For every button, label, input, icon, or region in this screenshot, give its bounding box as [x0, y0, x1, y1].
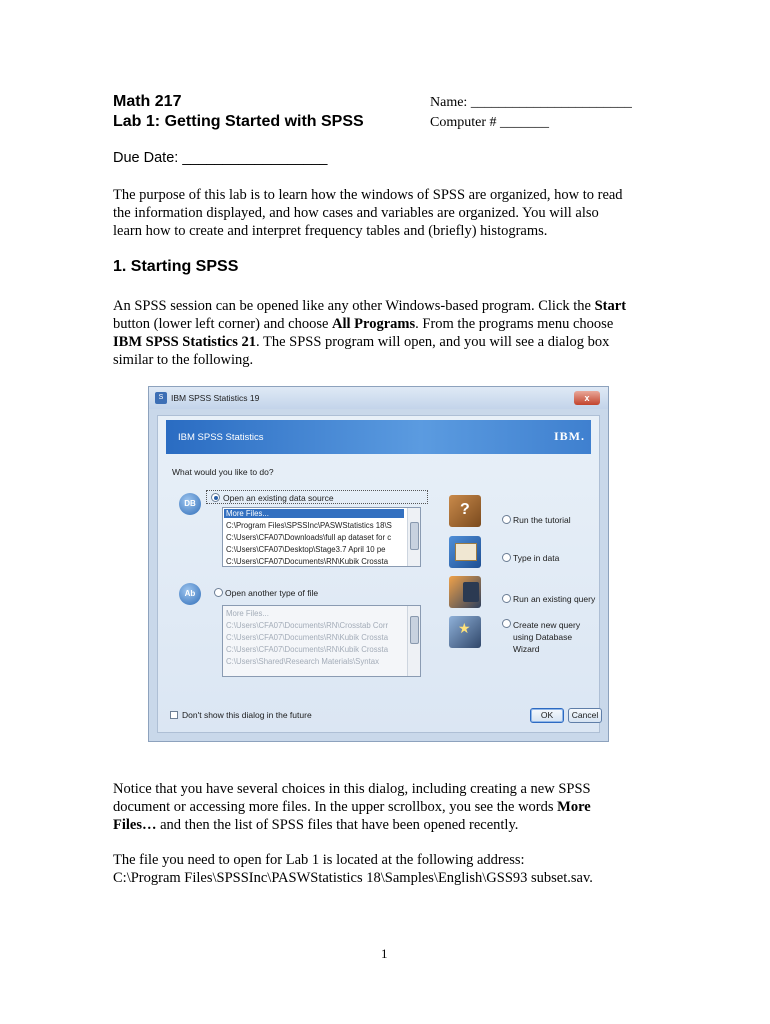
type-in-data-label: Type in data: [513, 553, 560, 563]
course-title: Math 217: [113, 93, 182, 110]
name-field-label: Name: _______________________: [430, 95, 632, 110]
banner: [166, 420, 591, 454]
file-location-paragraph: [113, 851, 673, 887]
text-run: and then the list of SPSS files that have been opened recently.: [156, 817, 519, 833]
type-in-data-radio[interactable]: [502, 553, 511, 562]
bold-term: All Programs: [332, 316, 416, 332]
list-item[interactable]: C:\Users\CFA07\Documents\RN\Kubik Crossta: [226, 645, 389, 654]
computer-field-label: Computer # _______: [430, 115, 549, 130]
list-item[interactable]: C:\Users\CFA07\Desktop\Stage3.7 April 10 pe: [226, 545, 386, 554]
text-run: An SPSS session can be opened like any other Windows-based program. Click the: [113, 298, 595, 314]
tutorial-icon: [449, 495, 481, 527]
file-path: C:\Program Files\SPSSInc\PASWStatistics 18\Samples\English\GSS93 subset.sav.: [113, 870, 593, 886]
bold-term: Files…: [113, 817, 157, 833]
intro-line: The purpose of this lab is to learn how the windows of SPSS are organized, how to read: [113, 187, 623, 203]
monitor-glyph: [463, 582, 479, 602]
list-scrollbar[interactable]: [407, 606, 420, 676]
dialog-question: What would you like to do?: [172, 467, 274, 477]
list-item[interactable]: C:\Users\CFA07\Downloads\full ap dataset for c: [226, 533, 392, 542]
open-existing-radio[interactable]: [211, 493, 220, 502]
open-file-icon: Ab: [179, 583, 201, 605]
lab-title: Lab 1: Getting Started with SPSS: [113, 113, 364, 130]
cancel-button[interactable]: Cancel: [568, 708, 602, 723]
dont-show-label: Don't show this dialog in the future: [182, 710, 312, 720]
ok-button[interactable]: OK: [530, 708, 564, 723]
open-other-radio[interactable]: [214, 588, 223, 597]
open-data-icon: DB: [179, 493, 201, 515]
run-query-label: Run an existing query: [513, 594, 596, 604]
open-existing-label: Open an existing data source: [223, 493, 334, 503]
text-run: . From the programs menu choose: [415, 316, 614, 332]
dialog-title: IBM SPSS Statistics 19: [171, 393, 260, 403]
close-button[interactable]: x: [574, 391, 600, 405]
bold-term: Start: [594, 298, 627, 314]
text-run: document or accessing more files. In the upper scrollbox, you see the words: [113, 799, 558, 815]
dialog-body: [157, 415, 600, 733]
text-run: button (lower left corner) and choose: [113, 316, 333, 332]
due-date-label: Due Date: __________________: [113, 150, 328, 166]
scrollbar-thumb[interactable]: [410, 616, 419, 644]
run-query-radio[interactable]: [502, 594, 511, 603]
list-item[interactable]: C:\Program Files\SPSSInc\PASWStatistics 18\S: [226, 521, 392, 530]
intro-line: the information displayed, and how cases and variables are organized. You will also: [113, 205, 599, 221]
banner-title: IBM SPSS Statistics: [178, 432, 264, 443]
create-query-radio[interactable]: [502, 619, 511, 628]
text-run: similar to the following.: [113, 352, 254, 368]
spss-app-icon: S: [155, 392, 167, 404]
database-wizard-icon: [449, 616, 481, 648]
dont-show-checkbox[interactable]: [170, 711, 178, 719]
create-query-label: [513, 619, 580, 655]
open-existing-option[interactable]: [206, 490, 428, 504]
list-item[interactable]: C:\Users\CFA07\Documents\RN\Kubik Crossta: [226, 633, 389, 642]
text-run: The file you need to open for Lab 1 is located at the following address:: [113, 852, 525, 868]
query-icon: [449, 576, 481, 608]
scrollbar-thumb[interactable]: [410, 522, 419, 550]
spss-startup-dialog: [148, 386, 609, 742]
create-query-line: Wizard: [513, 644, 540, 654]
recent-other-files-list[interactable]: [222, 605, 421, 677]
bold-term: More: [557, 799, 591, 815]
wand-star-glyph: ★: [458, 620, 471, 636]
type-data-icon: [449, 536, 481, 568]
text-run: . The SPSS program will open, and you will see a dialog box: [256, 334, 610, 350]
run-tutorial-label: Run the tutorial: [513, 515, 571, 525]
question-mark-glyph: ?: [460, 501, 470, 518]
intro-line: learn how to create and interpret frequency tables and (briefly) histograms.: [113, 223, 548, 239]
open-other-label: Open another type of file: [225, 588, 319, 598]
list-scrollbar[interactable]: [407, 508, 420, 566]
intro-paragraph: [113, 186, 673, 240]
list-item[interactable]: More Files...: [224, 509, 404, 518]
list-item[interactable]: More Files...: [226, 609, 269, 618]
list-item[interactable]: C:\Users\CFA07\Documents\RN\Kubik Crossta: [226, 557, 389, 566]
create-query-line: Create new query: [513, 620, 581, 630]
grid-glyph: [455, 543, 477, 561]
page-number: 1: [381, 946, 388, 961]
section-heading: 1. Starting SPSS: [113, 258, 239, 275]
list-item[interactable]: C:\Users\CFA07\Documents\RN\Crosstab Corr: [226, 621, 389, 630]
recent-data-files-list[interactable]: [222, 507, 421, 567]
bold-term: IBM SPSS Statistics 21: [113, 334, 257, 350]
list-item[interactable]: C:\Users\Shared\Research Materials\Syntax: [226, 657, 379, 666]
notice-paragraph: [113, 780, 673, 834]
ibm-logo: IBM.: [554, 429, 585, 443]
section1-paragraph: [113, 297, 673, 369]
text-run: Notice that you have several choices in this dialog, including creating a new SPSS: [113, 781, 591, 797]
create-query-line: using Database: [513, 632, 573, 642]
dialog-titlebar[interactable]: [149, 387, 608, 409]
run-tutorial-radio[interactable]: [502, 515, 511, 524]
